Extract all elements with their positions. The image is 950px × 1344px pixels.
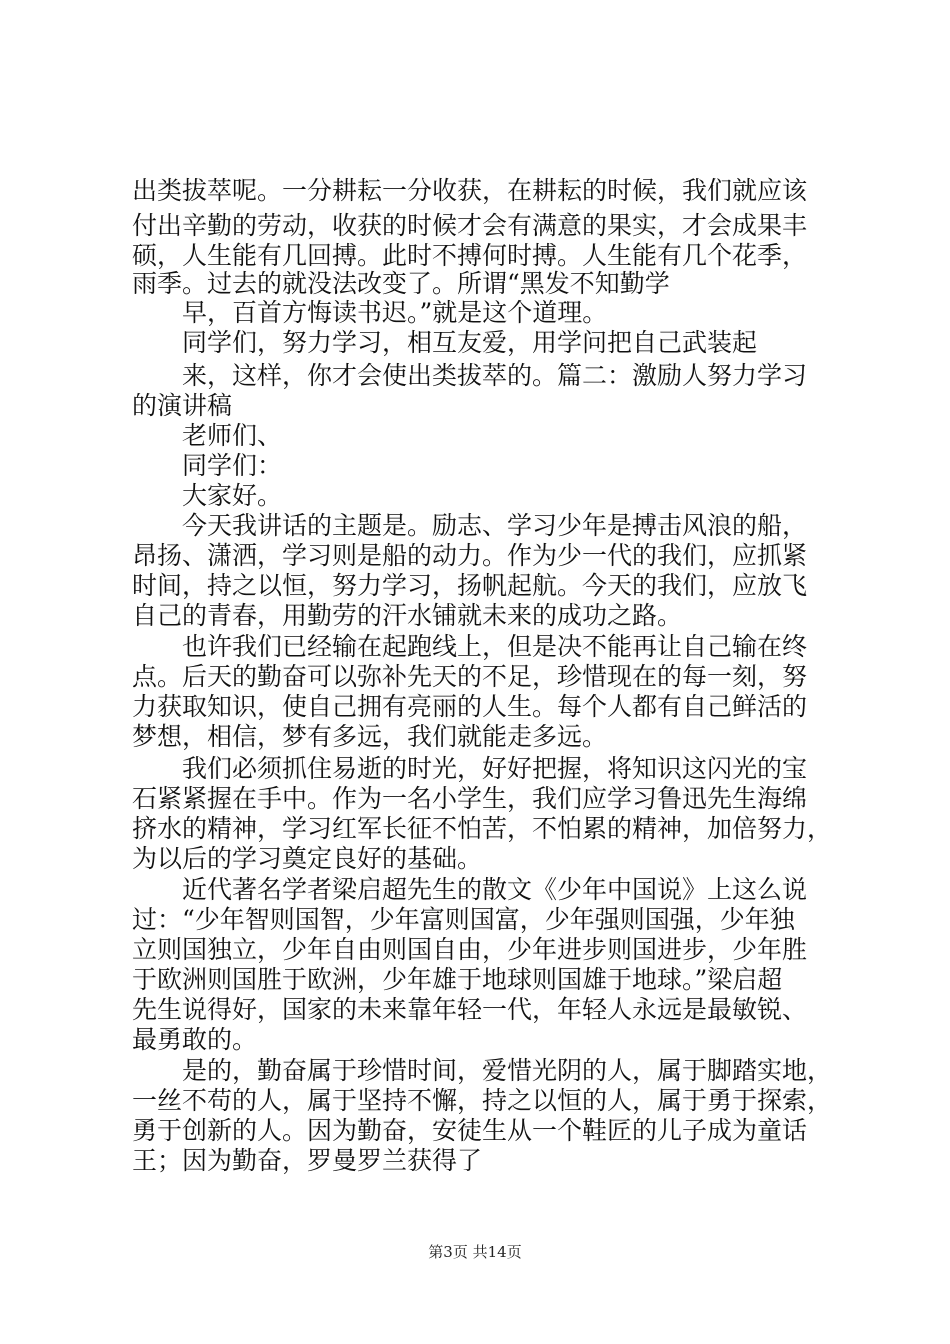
text-line-content: 于欧洲则国胜于欧洲，少年雄于地球则国雄于地球。”梁启超 (132, 965, 783, 994)
text-line (0, 843, 950, 875)
text-line-content: 雨季。过去的就没法改变了。所谓“黑发不知勤学 (132, 269, 670, 298)
text-line-content: 今天我讲话的主题是。励志、学习少年是搏击风浪的船， (182, 511, 808, 540)
text-line (0, 480, 950, 512)
text-line-content: 也许我们已经输在起跑线上，但是决不能再让自己输在终 (182, 632, 808, 661)
text-line (0, 721, 950, 753)
text-line-content: 石紧紧握在手中。作为一名小学生，我们应学习鲁迅先生海绵 (132, 784, 808, 813)
text-line (0, 934, 950, 966)
text-line-content: 来，这样，你才会使出类拔萃的。篇二：激励人努力学习 (182, 361, 808, 390)
text-line (0, 600, 950, 632)
text-line (0, 268, 950, 300)
text-line (0, 175, 950, 207)
text-line-content: 先生说得好，国家的未来靠年轻一代，年轻人永远是最敏锐、 (132, 995, 808, 1024)
text-line-content: 一丝不苟的人，属于坚持不懈，持之以恒的人，属于勇于探索， (132, 1086, 833, 1115)
text-line-content: 最勇敢的。 (132, 1025, 258, 1054)
text-line-content: 昂扬、潇洒，学习则是船的动力。作为少一代的我们，应抓紧 (132, 541, 808, 570)
text-line (0, 994, 950, 1026)
text-line (0, 813, 950, 845)
text-line-content: 挤水的精神，学习红军长征不怕苦，不怕累的精神，加倍努力， (132, 814, 833, 843)
text-line-content: 同学们，努力学习，相互友爱，用学问把自己武装起 (182, 328, 758, 357)
text-line (0, 210, 950, 242)
text-line-content: 是的，勤奋属于珍惜时间，爱惜光阴的人，属于脚踏实地， (182, 1056, 833, 1085)
text-line (0, 1145, 950, 1177)
text-line-content: 立则国独立，少年自由则国自由，少年进步则国进步，少年胜 (132, 935, 808, 964)
text-line-content: 为以后的学习奠定良好的基础。 (132, 844, 483, 873)
text-line (0, 964, 950, 996)
text-line (0, 570, 950, 602)
text-line-content: 王；因为勤奋，罗曼罗兰获得了 (132, 1146, 483, 1175)
text-line-content: 的演讲稿 (132, 391, 233, 420)
text-line (0, 327, 950, 359)
text-line (0, 360, 950, 392)
text-line (0, 1024, 950, 1056)
text-line (0, 510, 950, 542)
text-line (0, 1085, 950, 1117)
text-line-content: 时间，持之以恒，努力学习，扬帆起航。今天的我们，应放飞 (132, 571, 808, 600)
text-line-content: 近代著名学者梁启超先生的散文《少年中国说》上这么说 (182, 875, 808, 904)
text-line-content: 过：“少年智则国智，少年富则国富，少年强则国强，少年独 (132, 905, 795, 934)
text-line-content: 出类拔萃呢。一分耕耘一分收获，在耕耘的时候，我们就应该 (132, 176, 808, 205)
text-line-content: 付出辛勤的劳动，收获的时候才会有满意的果实，才会成果丰 (132, 211, 808, 240)
text-line-content: 老师们、 (182, 421, 283, 450)
text-line (0, 540, 950, 572)
text-line (0, 1055, 950, 1087)
text-line (0, 631, 950, 663)
page-number-footer: 第3页 共14页 (428, 1243, 522, 1261)
text-line-content: 梦想，相信，梦有多远，我们就能走多远。 (132, 722, 608, 751)
text-line (0, 691, 950, 723)
text-line (0, 1115, 950, 1147)
text-line-content: 自己的青春，用勤劳的汗水铺就未来的成功之路。 (132, 601, 683, 630)
text-line (0, 450, 950, 482)
text-line (0, 874, 950, 906)
text-line-content: 勇于创新的人。因为勤奋，安徒生从一个鞋匠的儿子成为童话 (132, 1116, 808, 1145)
text-line (0, 661, 950, 693)
text-line (0, 390, 950, 422)
text-line-content: 点。后天的勤奋可以弥补先天的不足，珍惜现在的每一刻，努 (132, 662, 808, 691)
text-line-content: 大家好。 (182, 481, 283, 510)
text-line-content: 力获取知识，使自己拥有亮丽的人生。每个人都有自己鲜活的 (132, 692, 808, 721)
text-line-content: 早，百首方悔读书迟。”就是这个道理。 (182, 298, 608, 327)
text-line-content: 同学们： (182, 451, 283, 480)
text-line-content: 我们必须抓住易逝的时光，好好把握，将知识这闪光的宝 (182, 754, 808, 783)
text-line (0, 783, 950, 815)
text-line (0, 904, 950, 936)
text-line (0, 297, 950, 329)
text-line-content: 硕，人生能有几回搏。此时不搏何时搏。人生能有几个花季， (132, 241, 808, 270)
text-line (0, 420, 950, 452)
text-line (0, 753, 950, 785)
